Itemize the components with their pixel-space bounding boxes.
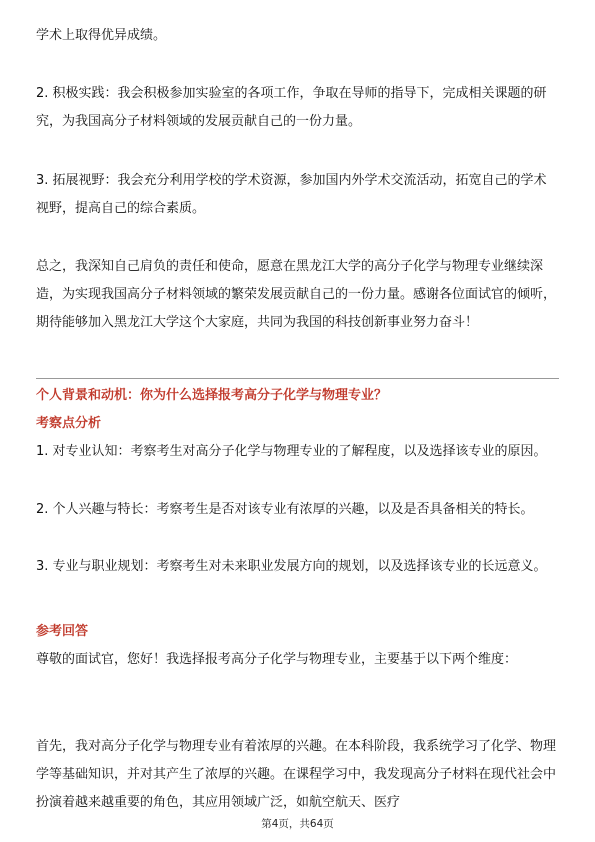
answer-first-point: 首先，我对高分子化学与物理专业有着浓厚的兴趣。在本科阶段，我系统学习了化学、物理学等基础知识，并对其产生了浓厚的兴趣。在课程学习中，我发现高分子材料在现代社会中扮演着越来越重要的角色，其应用领域广泛，如航空航天、医疗 [36, 739, 557, 810]
analysis-item-2: 2. 个人兴趣与特长：考察考生是否对该专业有浓厚的兴趣，以及是否具备相关的特长。 [36, 502, 534, 517]
analysis-item-3: 3. 专业与职业规划：考察考生对未来职业发展方向的规划，以及选择该专业的长远意义。 [36, 559, 547, 574]
paragraph-practice: 2. 积极实践：我会积极参加实验室的各项工作，争取在导师的指导下，完成相关课题的研究，为我国高分子材料领域的发展贡献自己的一份力量。 [36, 86, 547, 129]
paragraph-summary: 总之，我深知自己肩负的责任和使命，愿意在黑龙江大学的高分子化学与物理专业继续深造，为实现我国高分子材料领域的繁荣发展贡献自己的一份力量。感谢各位面试官的倾听，期待能够加入黑龙江大学这个大家庭，共同为我国的科技创新事业努力奋斗！ [36, 259, 557, 330]
analysis-heading: 考察点分析 [36, 416, 102, 431]
answer-intro: 尊敬的面试官，您好！我选择报考高分子化学与物理专业，主要基于以下两个维度： [36, 652, 518, 667]
paragraph-continuation: 学术上取得优异成绩。 [36, 28, 167, 43]
paragraph-vision: 3. 拓展视野：我会充分利用学校的学术资源，参加国内外学术交流活动，拓宽自己的学术视野，提高自己的综合素质。 [36, 173, 547, 216]
section-divider [36, 378, 559, 379]
page-footer: 第4页，共64页 [261, 818, 334, 830]
question-title: 个人背景和动机：你为什么选择报考高分子化学与物理专业？ [36, 388, 388, 403]
analysis-item-1: 1. 对专业认知：考察考生对高分子化学与物理专业的了解程度，以及选择该专业的原因。 [36, 444, 547, 459]
answer-heading: 参考回答 [36, 624, 89, 639]
